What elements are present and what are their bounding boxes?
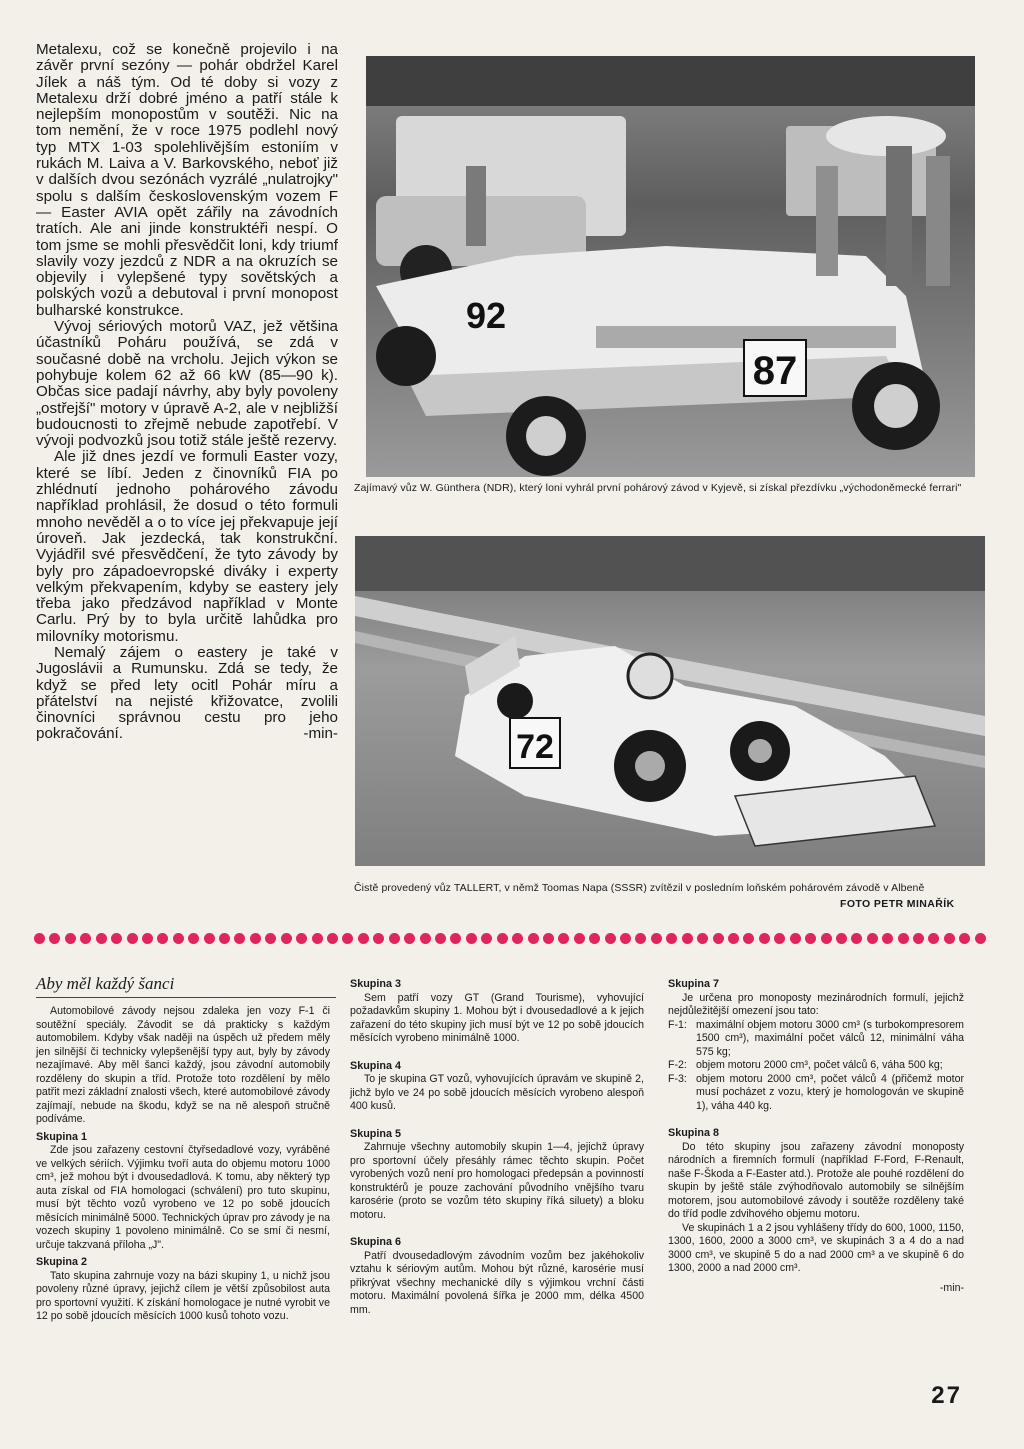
divider-dot (790, 933, 801, 944)
divider-dot (805, 933, 816, 944)
divider-dot (651, 933, 662, 944)
class-row (668, 1073, 964, 1114)
group-title: Skupina 2 (36, 1256, 88, 1268)
photo1-caption: Zajímavý vůz W. Günthera (NDR), který loni vyhrál první pohárový závod v Kyjevě, si získal přezdívku „východoněmecké ferrari" (354, 482, 962, 494)
box-column-1 (36, 1005, 330, 1324)
main-paragraph (36, 645, 338, 743)
divider-dot (666, 933, 677, 944)
divider-dot (605, 933, 616, 944)
divider-dot (558, 933, 569, 944)
divider-dot (327, 933, 338, 944)
main-paragraph: Metalexu, což se konečně projevilo i na závěr první sezóny — pohár obdržel Karel Jílek a náš tým. Od té doby si vozy z Metalexu drží dobré jméno a patří stále k nejlepším monopostům v soutěži. Nic na tom nemění, že v roce 1975 podlehl nový typ MTX 1-03 spolehlivějším estoniím v rukách M. Laiva a V. Barkovského, neboť již v dalších dvou sezónách vyzrálé „nulatrojky" spolu s dalším československým vozem F — Easter AVIA opět zářily na závodních tratích. Ale ani jinde konstruktéři nespí. O tom jsme se mohli přesvědčit loni, kdy triumf slavily vozy jezdců z NDR a na okruzích se objevily i vylepšené typy sovětských a polských vozů a debutoval i první monopost bulharské konstrukce. (36, 41, 338, 319)
box-signature: -min- (939, 1281, 964, 1294)
group-text: Patří dvousedadlovým závodním vozům bez jakéhokoliv vztahu k sériovým autům. Mohou být různé, karosérie musí přikrývat všechny mechanické díly s výjimkou vrchní části motoru. Maximální povolená šířka je 2000 mm, délka 4500 mm. (350, 1249, 644, 1316)
divider-dot (759, 933, 770, 944)
divider-dot (589, 933, 600, 944)
group-title: Skupina 3 (350, 978, 402, 990)
box-title: Aby měl každý šanci (36, 974, 336, 998)
divider-dot (250, 933, 261, 944)
group-text: Zde jsou zařazeny cestovní čtyřsedadlové vozy, vyráběné ve velkých sériích. Výjimku tvoří auta do objemu motoru 1000 cm³, jež mohou být i dvousedadlová. K tomu, aby některý typ auta získal od FIA homologaci (schválení) pro tuto skupinu, musí být těchto vozů vyrobeno ve 12 po sobě jdoucích měsících minimálně 5000. Technických úprav pro závody je na vozech skupiny 1 povoleno minimálně. Co se smí či nesmí, určuje takzvaná příloha „J". (36, 1144, 330, 1251)
divider-dot (867, 933, 878, 944)
main-signature: -min- (303, 725, 338, 743)
divider-dot (173, 933, 184, 944)
class-row (668, 1019, 964, 1060)
divider-dot (281, 933, 292, 944)
class-text: maximální objem motoru 3000 cm³ (s turbokompresorem 1500 cm³), maximální počet válců 12, minimální váha 575 kg; (696, 1018, 964, 1058)
divider-dot (34, 933, 45, 944)
divider-dot (219, 933, 230, 944)
group-text: Sem patří vozy GT (Grand Tourisme), vyhovující požadavkům skupiny 1. Mohou být i dvousedadlové a k jejich zařazení do této skupiny jich musí být ve 12 po sobě jdoucích měsících vyrobeno minimálně 1000. (350, 991, 644, 1044)
divider-dot (49, 933, 60, 944)
divider-dot (928, 933, 939, 944)
divider-dot (898, 933, 909, 944)
dotted-divider (34, 928, 986, 948)
divider-dot (127, 933, 138, 944)
main-article-text (36, 42, 338, 743)
group-text: To je skupina GT vozů, vyhovujících úpravám ve skupině 2, jichž bylo ve 24 po sobě jdoucích měsících vyrobeno alespoň 400 kusů. (350, 1073, 644, 1112)
car-number-72: 72 (516, 728, 554, 766)
divider-dot (682, 933, 693, 944)
box-intro: Automobilové závody nejsou zdaleka jen vozy F-1 či soutěžní speciály. Závodit se dá prakticky s každým automobilem. Kdyby však naději na úspěch už předem měly jen silnější či technicky vylepšenější typy aut, byly by závody nezajímavé. Aby měl šanci každý, jsou závodní automobily rozděleny do skupin a tříd. Protože toto rozdělení by mělo patřit mezi základní znalosti všech, které automobilové závody zajímají, nebude na škodu, když se na ně alespoň stručně podíváme. (36, 1005, 330, 1125)
group-title: Skupina 7 (668, 978, 720, 990)
divider-dot (466, 933, 477, 944)
divider-dot (728, 933, 739, 944)
page-number: 27 (931, 1382, 962, 1409)
divider-dot (713, 933, 724, 944)
divider-dot (188, 933, 199, 944)
divider-dot (975, 933, 986, 944)
car-number-92: 92 (465, 295, 507, 336)
class-text: objem motoru 2000 cm³, počet válců 6, váha 500 kg; (696, 1059, 943, 1071)
group-text: Zahrnuje všechny automobily skupin 1—4, jejichž úpravy pro sportovní účely přesáhly rámec těchto skupin. Počet vyrobených vozů není pro homologaci předepsán a povinností konstruktérů je pouze zachování původního vnějšího tvaru karosérie (proto se vozům této skupiny říká siluety) a bloku motoru. (350, 1141, 644, 1221)
box-column-3 (668, 974, 964, 1295)
divider-dot (635, 933, 646, 944)
divider-dot (450, 933, 461, 944)
divider-dot (296, 933, 307, 944)
divider-dot (342, 933, 353, 944)
group-title: Skupina 5 (350, 1127, 402, 1140)
photo-credit: FOTO PETR MINAŘÍK (840, 898, 955, 910)
class-row (668, 1059, 964, 1073)
photo-tallert-illustration (355, 536, 985, 866)
class-text: objem motoru 2000 cm³, počet válců 4 (přičemž motor musí pocházet z vozu, který je homologován ve skupině 1), váha 440 kg. (696, 1072, 964, 1112)
divider-dot (528, 933, 539, 944)
divider-dot (80, 933, 91, 944)
divider-dot (543, 933, 554, 944)
divider-dot (373, 933, 384, 944)
class-key: F-3: (668, 1072, 687, 1085)
divider-dot (204, 933, 215, 944)
group-text: Tato skupina zahrnuje vozy na bázi skupiny 1, u nichž jsou povoleny různé úpravy, jejichž cílem je větší způsobilost auta pro sportovní využití. K získání homologace je nutné vyrobit ve 12 po sobě jdoucích měsících 1000 kusů tohoto vozu. (36, 1269, 330, 1322)
main-paragraph: Vývoj sériových motorů VAZ, jež většina účastníků Poháru používá, se zdá v současné době na vrcholu. Jejich výkon se pohybuje kolem 62 až 66 kW (85—90 k). Občas sice padají návrhy, aby byly povoleny „ostřejší" motory v úpravě A-2, ale v nejbližší budoucnosti to zřejmě nebude zapotřebí. V vývoji podvozků jsou totiž stále ještě rezervy. (36, 318, 338, 450)
divider-dot (913, 933, 924, 944)
divider-dot (836, 933, 847, 944)
divider-dot (389, 933, 400, 944)
group-title: Skupina 1 (36, 1130, 88, 1143)
divider-dot (697, 933, 708, 944)
divider-dot (944, 933, 955, 944)
divider-dot (821, 933, 832, 944)
photo-gunther-car (366, 56, 975, 477)
divider-dot (481, 933, 492, 944)
box-column-2 (350, 974, 644, 1317)
photo-tallert-car (355, 536, 985, 866)
divider-dot (851, 933, 862, 944)
volume-classes-text: Ve skupinách 1 a 2 jsou vyhlášeny třídy do 600, 1000, 1150, 1300, 1600, 2000 a 3000 cm³, ve skupinách 3 a 4 do a nad 3000 cm³, ve skupině 5 do a nad 2000 cm³ a ve skupině 6 do 1300, 2000 a nad 2000 cm³. (668, 1221, 964, 1274)
divider-dot (358, 933, 369, 944)
car-number-87: 87 (752, 349, 798, 393)
divider-dot (620, 933, 631, 944)
group-text: Do této skupiny jsou zařazeny závodní monoposty národních a firemních formulí (například F-Ford, F-Renault, naše F-Škoda a F-Easter atd.). Protože ale pouhé rozdělení do skupin by ještě stále zvýhodňovalo automobily se silnějším motorem, jsou automobilové závody i soutěže rozděleny také do tříd podle zdvihového objemu motoru. (668, 1140, 964, 1220)
class-key: F-2: (668, 1059, 687, 1071)
divider-dot (65, 933, 76, 944)
divider-dot (774, 933, 785, 944)
main-paragraph-text: Nemalý zájem o eastery je také v Jugoslávii a Rumunsku. Zdá se tedy, že když se před lety ocitl Pohár míru a přátelství na nejisté křižovatce, zvolili činovníci správnou cestu pro jeho pokračování. (36, 643, 338, 743)
class-key: F-1: (668, 1018, 687, 1031)
main-paragraph: Ale již dnes jezdí ve formuli Easter vozy, které se líbí. Jeden z činovníků FIA po zhlédnutí jednoho pohárového závodu například prohlásil, že dosud o této formuli mnoho nevěděl a o to více jej překvapuje její úroveň. Jak jezdecká, tak konstrukční. Vyjádřil své přesvědčení, že tyto závody by byly pro západoevropské diváky i experty velkým překvapením, kdyby se eastery jely třeba jako předzávod například v Monte Carlu. Prý by to byla určitě lahůdka pro milovníky motorismu. (36, 448, 338, 645)
divider-dot (420, 933, 431, 944)
divider-dot (435, 933, 446, 944)
divider-dot (882, 933, 893, 944)
divider-dot (312, 933, 323, 944)
divider-dot (111, 933, 122, 944)
photo-gunther-illustration (366, 56, 975, 477)
divider-dot (743, 933, 754, 944)
divider-dot (512, 933, 523, 944)
divider-dot (574, 933, 585, 944)
divider-dot (96, 933, 107, 944)
divider-dot (142, 933, 153, 944)
group-title: Skupina 8 (668, 1127, 720, 1139)
divider-dot (265, 933, 276, 944)
divider-dot (959, 933, 970, 944)
divider-dot (234, 933, 245, 944)
photo2-caption: Čistě provedený vůz TALLERT, v němž Toomas Napa (SSSR) zvítězil v posledním loňském pohárovém závodě v Albeně (354, 882, 925, 894)
group-title: Skupina 4 (350, 1059, 402, 1072)
divider-dot (404, 933, 415, 944)
group-title: Skupina 6 (350, 1236, 402, 1248)
group-text: Je určena pro monoposty mezinárodních formulí, jejichž nejdůležitější omezení jsou tato: (668, 991, 964, 1017)
divider-dot (157, 933, 168, 944)
divider-dot (497, 933, 508, 944)
